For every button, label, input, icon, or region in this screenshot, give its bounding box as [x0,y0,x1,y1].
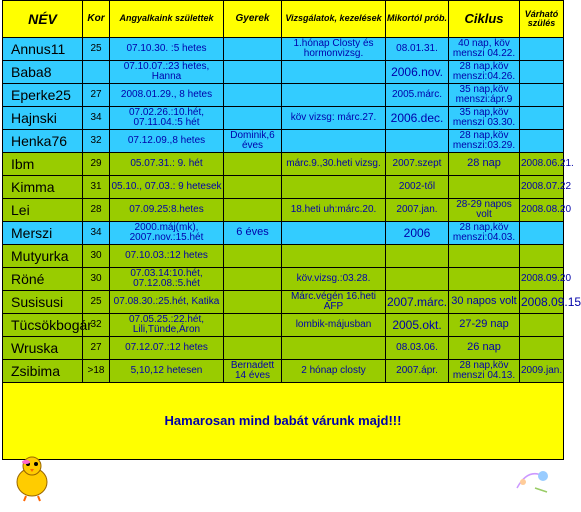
table-row [3,176,564,199]
cell-vizsg: 1.hónap Closty és hormonvizsg. [282,38,386,61]
cell-angyal: 2008.01.29., 8 hetes [110,84,224,107]
cell-ciklus [449,245,520,268]
cell-kor: 34 [83,222,110,245]
footer-cell [3,383,564,460]
cell-kor: 25 [83,291,110,314]
cell-ciklus: 40 nap, köv menszi 04.22. [449,38,520,61]
table-row [3,360,564,383]
cell-vizsg [282,130,386,153]
cell-nev: Wruska [3,337,83,360]
cell-kor: 30 [83,245,110,268]
cell-gyerek [224,314,282,337]
cell-angyal: 07.05.25.:22.hét, Lili,Tünde,Áron [110,314,224,337]
cell-ciklus: 28-29 napos volt [449,199,520,222]
cell-vizsg: 2 hónap closty [282,360,386,383]
cell-vizsg: 18.heti uh:márc.20. [282,199,386,222]
cell-mikortol [386,130,449,153]
cell-kor: 30 [83,268,110,291]
table-row [3,84,564,107]
cell-kor: 25 [83,38,110,61]
cell-kor: 31 [83,176,110,199]
cell-vizsg [282,222,386,245]
cell-ciklus: 28 nap,köv menszi:03.29. [449,130,520,153]
cell-varhato [520,222,564,245]
cell-varhato: 2008.09.15 [520,291,564,314]
cell-gyerek: Dominik,6 éves [224,130,282,153]
cell-nev: Zsibima [3,360,83,383]
cell-vizsg: Márc.végén 16.heti AFP [282,291,386,314]
cell-ciklus: 30 napos volt [449,291,520,314]
cell-ciklus: 28 nap,köv menszi:04.03. [449,222,520,245]
cell-angyal: 05.10., 07.03.: 9 hetesek [110,176,224,199]
table-row [3,130,564,153]
cell-angyal: 07.12.07.:12 hetes [110,337,224,360]
cell-varhato: 2009.jan. [520,360,564,383]
table-row [3,38,564,61]
cell-kor: 27 [83,84,110,107]
cell-vizsg [282,245,386,268]
cell-mikortol: 2005.okt. [386,314,449,337]
cell-nev: Eperke25 [3,84,83,107]
cell-kor: 28 [83,199,110,222]
cell-nev: Kimma [3,176,83,199]
cell-mikortol: 2005.márc. [386,84,449,107]
cell-vizsg [282,176,386,199]
header-mikortol: Mikortól prób. [386,1,449,38]
cell-angyal: 07.08.30.:25.hét, Katika [110,291,224,314]
cell-mikortol [386,245,449,268]
cell-nev: Susisusi [3,291,83,314]
cell-nev: Hajnski [3,107,83,130]
cell-varhato [520,245,564,268]
cell-gyerek: Bernadett 14 éves [224,360,282,383]
cell-ciklus [449,268,520,291]
cell-ciklus: 27-29 nap [449,314,520,337]
bird-doodle-icon [513,458,553,498]
cell-angyal: 05.07.31.: 9. hét [110,153,224,176]
cell-ciklus: 28 nap,köv menszi:04.26. [449,61,520,84]
cell-gyerek: 6 éves [224,222,282,245]
cell-mikortol: 2007.márc. [386,291,449,314]
cell-varhato [520,84,564,107]
cell-vizsg [282,84,386,107]
table-row [3,291,564,314]
table-row [3,314,564,337]
cell-varhato: 2008.06.21. [520,153,564,176]
cell-gyerek [224,38,282,61]
cell-ciklus: 35 nap,köv menszi 03.30. [449,107,520,130]
cell-varhato: 2008.08.20 [520,199,564,222]
cell-mikortol: 08.03.06. [386,337,449,360]
table-row [3,107,564,130]
cell-angyal: 2000.máj(mk), 2007.nov.:15.hét [110,222,224,245]
cell-varhato [520,337,564,360]
cell-vizsg [282,61,386,84]
cell-varhato: 2008.07.22 [520,176,564,199]
cell-angyal: 5,10,12 hetesen [110,360,224,383]
cell-varhato [520,107,564,130]
cell-mikortol: 08.01.31. [386,38,449,61]
cell-kor: 32 [83,314,110,337]
spreadsheet [2,0,581,510]
cell-mikortol: 2002-től [386,176,449,199]
header-kor: Kor [83,1,110,38]
cell-vizsg: lombik-májusban [282,314,386,337]
cell-varhato [520,130,564,153]
cell-gyerek [224,107,282,130]
cell-ciklus: 28 nap,köv menszi 04.13. [449,360,520,383]
cell-mikortol: 2007.szept [386,153,449,176]
cell-vizsg: márc.9.,30.heti vizsg. [282,153,386,176]
cell-kor [83,61,110,84]
cell-angyal: 07.12.09.,8 hetes [110,130,224,153]
cell-nev: Baba8 [3,61,83,84]
cell-nev: Henka76 [3,130,83,153]
table-row [3,153,564,176]
cell-nev: Merszi [3,222,83,245]
cell-mikortol: 2007.ápr. [386,360,449,383]
cell-ciklus: 28 nap [449,153,520,176]
header-varhato: Várható szülés [520,1,564,38]
cell-vizsg [282,337,386,360]
cell-nev: Röné [3,268,83,291]
cell-kor: 34 [83,107,110,130]
cell-gyerek [224,337,282,360]
header-ciklus: Ciklus [449,1,520,38]
cell-mikortol: 2007.jan. [386,199,449,222]
cell-nev: Annus11 [3,38,83,61]
cell-mikortol: 2006.nov. [386,61,449,84]
cell-kor: 29 [83,153,110,176]
cell-angyal: 07.02.26.:10.hét, 07.11.04.:5 hét [110,107,224,130]
cell-kor: >18 [83,360,110,383]
cell-nev: Tücsökbogár [3,314,83,337]
chick-icon [12,452,52,502]
cell-kor: 32 [83,130,110,153]
cell-gyerek [224,291,282,314]
table-row [3,337,564,360]
header-angyalkaink: Angyalkaink születtek [110,1,224,38]
table-row [3,61,564,84]
cell-ciklus: 35 nap,köv menszi:ápr.9 [449,84,520,107]
header-gyerek: Gyerek [224,1,282,38]
cell-nev: Ibm [3,153,83,176]
cell-ciklus [449,176,520,199]
cell-gyerek [224,176,282,199]
cell-nev: Mutyurka [3,245,83,268]
header-row [3,1,564,38]
header-vizsgalatok: Vizsgálatok, kezelések [282,1,386,38]
header-nev: NÉV [3,1,83,38]
table-row [3,199,564,222]
cell-vizsg: köv.vizsg.:03.28. [282,268,386,291]
babies-table [2,0,581,460]
cell-ciklus: 26 nap [449,337,520,360]
cell-angyal: 07.09.25:8.hetes [110,199,224,222]
table-row [3,268,564,291]
cell-gyerek [224,61,282,84]
cell-gyerek [224,199,282,222]
cell-kor: 27 [83,337,110,360]
cell-mikortol: 2006.dec. [386,107,449,130]
cell-varhato [520,314,564,337]
cell-mikortol: 2006 [386,222,449,245]
cell-mikortol [386,268,449,291]
footer-row [3,383,564,460]
cell-vizsg: köv vizsg: márc.27. [282,107,386,130]
cell-angyal: 07.10.03.:12 hetes [110,245,224,268]
cell-gyerek [224,153,282,176]
table-row [3,222,564,245]
cell-nev: Lei [3,199,83,222]
cell-varhato [520,38,564,61]
footer-banner: Hamarosan mind babát várunk majd!!! [164,412,402,428]
cell-angyal: 07.10.07.:23 hetes, Hanna [110,61,224,84]
cell-gyerek [224,245,282,268]
cell-angyal: 07.10.30. :5 hetes [110,38,224,61]
cell-varhato [520,61,564,84]
cell-gyerek [224,268,282,291]
table-row [3,245,564,268]
cell-angyal: 07.03.14:10.hét, 07.12.08.:5.hét [110,268,224,291]
cell-varhato: 2008.09.20 [520,268,564,291]
cell-gyerek [224,84,282,107]
